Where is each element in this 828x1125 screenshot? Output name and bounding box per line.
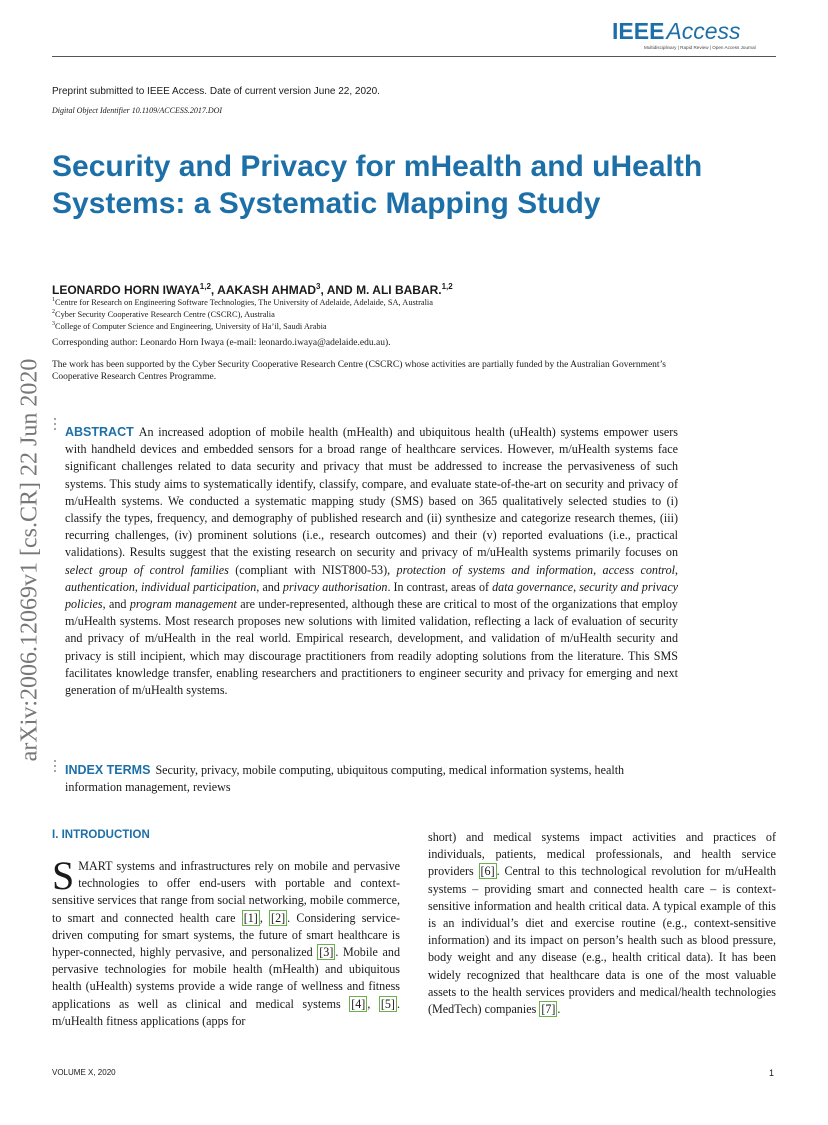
index-terms-marker [54, 760, 58, 775]
preprint-note: Preprint submitted to IEEE Access. Date of current version June 22, 2020. [52, 86, 380, 97]
affiliation-2: $^2$Cyber Security Cooperative Research Centre (CSCRC), Australia [52, 309, 275, 319]
page-number: 1 [769, 1068, 775, 1078]
author-2-affil: 3 [316, 282, 321, 291]
citation-link[interactable]: [5] [380, 996, 395, 1011]
index-terms-label: INDEX TERMS [65, 763, 151, 777]
affiliation-3: $^3$College of Computer Science and Engineering, University of Ha’il, Saudi Arabia [52, 321, 327, 331]
citation-link[interactable]: [2] [271, 910, 286, 925]
paper-title: Security and Privacy for mHealth and uHealth Systems: a Systematic Mapping Study [52, 150, 703, 220]
citation-link[interactable]: [6] [480, 864, 495, 879]
arxiv-id: arXiv:2006.12069v1 [cs.CR] 22 Jun 2020 [16, 358, 43, 762]
funding-note: The work has been supported by the Cyber Security Cooperative Research Centre (CSCRC) whose activities are partially funded by the Australian Government’s Cooperative Research Centres Programme. [52, 360, 666, 382]
author-2: AAKASH AHMAD [217, 283, 317, 297]
author-separator: , [210, 283, 218, 297]
intro-column-left: SMART systems and infrastructures rely on mobile and pervasive technologies to offer end-users with portable and context-sensitive services that range from social networking, mobile commerce, to smart and connected health care [1] , [2] . Considering service-driven computing for smart systems, the future of smart healthcare is hyper-connected, highly pervasive, and personalized [3] . Mobile and pervasive technologies for mobile health (mHealth) and ubiquitous health (uHealth) systems provide a wide range of wellness and fitness applications as well as clinical and medical systems [4] , [5] . m/uHealth fitness applications (apps for [52, 853, 400, 1028]
citation-link[interactable]: [1] [243, 910, 258, 925]
author-1-affil: 1,2 [199, 282, 211, 291]
author-separator: , AND [320, 283, 357, 297]
doi-line: Digital Object Identifier 10.1109/ACCESS.2017.DOI [52, 106, 223, 115]
affiliation-1: $^1$Centre for Research on Engineering Software Technologies, The University of Adelaide, Adelaide, SA, Australia [52, 297, 433, 307]
logo-tagline: Multidisciplinary | Rapid Review | Open Access Journal [644, 45, 756, 50]
abstract: ABSTRACT An increased adoption of mobile health (mHealth) and ubiquitous health (uHealth) systems empower users with handheld devices and embedded sensors for a broad range of healthcare services. However, m/uHealth systems face significant challenges related to data security and privacy that must be addressed to increase the pervasiveness of such systems. This study aims to systematically identify, classify, compare, and evaluate state-of-the-art on security and privacy of m/uHealth systems. We conducted a systematic mapping study (SMS) based on 365 qualitatively selected studies to (i) classify the types, frequency, and demography of published research and (ii) synthesize and categorize research themes, (iii) recurring challenges, (iv) prominent solutions (i.e., research outcomes) and their (v) reported evaluations (i.e., practical validations). Results suggest that the existing research on security and privacy of m/uHealth systems primarily focuses on select group of control families (compliant with NIST800-53), protection of systems and information, access control, authentication, individual participation, and privacy authorisation. In contrast, areas of data governance, security and privacy policies, and program management are under-represented, although these are critical to most of the organizations that employ m/uHealth systems. Most research proposes new solutions with limited validation, reflecting a lack of evaluation of security and privacy of m/uHealth in the real world. Empirical research, development, and validation of m/uHealth security and privacy is still incipient, which may discourage practitioners from readily adopting solutions from the literature. This SMS facilitates knowledge transfer, enabling researchers and practitioners to engineer security and privacy for emerging and next generation of m/uHealth systems. [65, 425, 679, 698]
logo-access-text: Access [666, 18, 741, 44]
citation-link[interactable]: [4] [351, 996, 366, 1011]
author-3-affil: 1,2 [441, 282, 453, 291]
section-heading: I. INTRODUCTION [52, 829, 150, 841]
journal-logo [612, 18, 777, 52]
drop-cap: S [52, 853, 75, 898]
logo-ieee-text: IEEE [612, 18, 665, 44]
author-3: M. ALI BABAR. [356, 283, 442, 297]
intro-column-right: short) and medical systems impact activities and practices of individuals, patients, medical professionals, and health service providers [6] . Central to this technological revolution for m/uHealth systems – providing smart and connected health care – is context-sensitive information and health critical data. A typical example of this is an individual’s diet and exercise routine (e.g., context-sensitive information) and its impact on person’s health such as blood pressure, body weight and any disease (e.g., health critical data). It has been widely recognized that healthcare data is one of the most valuable assets to the health services providers and medical/health technologies (MedTech) companies [7] . [428, 830, 776, 1017]
corresponding-author: Corresponding author: Leonardo Horn Iwaya (e-mail: leonardo.iwaya@adelaide.edu.au). [52, 338, 391, 348]
author-list [52, 282, 453, 297]
header-divider [52, 56, 776, 57]
abstract-marker [54, 418, 58, 433]
volume-footer: VOLUME X, 2020 [52, 1068, 116, 1077]
abstract-label: ABSTRACT [65, 425, 134, 439]
index-terms: INDEX TERMS Security, privacy, mobile computing, ubiquitous computing, medical information systems, health information management, reviews [65, 763, 625, 795]
citation-link[interactable]: [7] [541, 1002, 556, 1017]
citation-link[interactable]: [3] [319, 945, 334, 960]
author-1: LEONARDO HORN IWAYA [52, 283, 200, 297]
